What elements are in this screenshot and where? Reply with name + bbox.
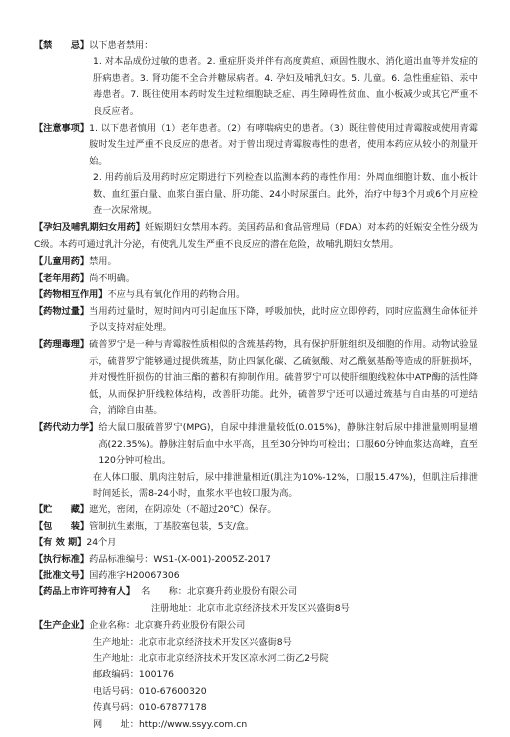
children-label: 【儿童用药】 (34, 256, 90, 268)
pharmacokinetics-p1: 给大鼠口服硫普罗宁(MPG)，自尿中排泄量较低(0.015%)，静脉注射后尿中排泄量则明显增高(22.35%)。静脉注射后血中水平高，且至30分钟均可检出；口服60分钟血浆达高峰，直至120分钟可检出。 (98, 422, 478, 467)
pharmacokinetics-p2: 在人体口服、肌肉注射后，尿中排泄量相近(肌注为10%-12%，口服15.47%)，但肌注后排泄时间延长，需8-24小时，血浆水平也较口服为高。 (93, 471, 478, 499)
pregnancy-text: 妊娠期妇女禁用本药。美国药品和食品管理局（FDA）对本药的妊娠安全性分级为C级。本药可通过乳汁分泌，有使乳儿发生严重不良反应的潜在危险，故哺乳期妇女禁用。 (34, 222, 479, 250)
holder-section (34, 584, 478, 600)
elderly-text: 尚不明确。 (89, 272, 136, 284)
contraindications-body-row (34, 54, 478, 120)
website-row (34, 717, 478, 733)
pharmacokinetics-label: 【药代动力学】 (34, 422, 99, 434)
approval-section (34, 568, 478, 584)
elderly-section (34, 271, 478, 287)
storage-section (34, 502, 478, 518)
overdose-label: 【药物过量】 (34, 305, 90, 317)
contraindications-intro: 以下患者禁用： (89, 40, 154, 51)
website-key: 网 址： (93, 718, 139, 730)
fax-row (34, 700, 478, 716)
approval-label: 【批准文号】 (34, 570, 90, 581)
precautions-p2-row (34, 170, 478, 219)
pregnancy-block (34, 220, 478, 253)
holder-address-row (34, 601, 478, 617)
contraindications-section (34, 38, 478, 54)
overdose-section (34, 304, 478, 337)
website-link[interactable]: http://www.ssyy.com.cn (138, 718, 248, 730)
toxicology-label: 【药理毒理】 (34, 339, 90, 351)
toxicology-section (34, 337, 478, 419)
validity-section (34, 535, 478, 551)
website-block (93, 717, 247, 733)
pregnancy-section (34, 220, 478, 253)
approval-text: 国药准字H20067306 (89, 570, 180, 581)
precautions-section (34, 121, 478, 170)
standard-label: 【执行标准】 (34, 553, 90, 565)
elderly-label: 【老年用药】 (34, 272, 90, 284)
fax-number: 传真号码：010-67877178 (93, 702, 207, 714)
standard-text: 药品标准编号：WS1-(X-001)-2005Z-2017 (89, 553, 271, 565)
toxicology-text: 硫普罗宁是一种与青霉胺性质相似的含巯基药物，具有保护肝脏组织及细胞的作用。动物试验显示，硫普罗宁能够通过提供巯基，防止四氯化碳、乙硫氨酸、对乙酰氨基酚等造成的肝脏损坏，并对慢性肝损伤的甘油三酯的蓄积有抑制作用。硫普罗宁可以使肝细胞线粒体中ATP酶的活性降低，从而保护肝线粒体结构，改善肝功能。此外，硫普罗宁还可以通过巯基与自由基的可逆结合，消除自由基。 (89, 339, 478, 416)
phone-row (34, 684, 478, 700)
children-section (34, 254, 478, 270)
package-text: 管制抗生素瓶，丁基胶塞包装，5支/盒。 (89, 520, 255, 532)
storage-label: 【贮 藏】 (34, 504, 90, 516)
children-text: 禁用。 (89, 256, 117, 268)
contraindications-body: 1. 对本品成份过敏的患者。2. 重症肝炎并伴有高度黄疸、顽固性腹水、消化道出血等并发症的肝病患者。3. 肾功能不全合并糖尿病者。4. 孕妇及哺乳妇女。5. 儿童。6. 急性重症铅、汞中毒患者。7. 既往使用本药时发生过粒细胞缺乏症、再生障碍性贫血、血小板减少或其它严重不良反应者。 (93, 56, 478, 117)
overdose-text: 当用药过量时，短时间内可引起血压下降，呼吸加快，此时应立即停药，同时应监测生命体征并予以支持对症处理。 (89, 305, 478, 333)
producer-label: 【生产企业】 (34, 620, 90, 632)
pharmacokinetics-p2-row (34, 470, 478, 503)
standard-section (34, 552, 478, 568)
interaction-section (34, 287, 478, 303)
producer-address-1: 生产地址：北京市北京经济技术开发区兴盛街8号 (93, 636, 292, 648)
producer-address2-row (34, 651, 478, 667)
precautions-label: 【注意事项】 (34, 123, 90, 135)
precautions-p2: 2. 用药前后及用药时应定期进行下列检查以监测本药的毒性作用：外周血细胞计数、血小板计数、血红蛋白量、血浆白蛋白量、肝功能、24小时尿蛋白。此外，治疗中每3个月或6个月应检查一次尿常规。 (93, 172, 478, 217)
producer-name: 企业名称：北京赛升药业股份有限公司 (89, 620, 246, 632)
holder-label: 【药品上市许可持有人】 (34, 586, 136, 598)
interaction-text: 不应与具有氧化作用的药物合用。 (107, 289, 246, 301)
pregnancy-label: 【孕妇及哺乳期妇女用药】 (34, 222, 146, 234)
package-label: 【包 装】 (34, 520, 90, 532)
holder-address-block (151, 601, 350, 617)
contraindications-label: 【禁 忌】 (34, 40, 90, 51)
phone-number: 电话号码：010-67600320 (93, 685, 207, 697)
validity-label: 【有 效 期】 (34, 537, 87, 549)
postcode: 邮政编码：100176 (93, 669, 175, 681)
holder-name-key: 名 称： (141, 586, 187, 598)
postcode-row (34, 667, 478, 683)
interaction-label: 【药物相互作用】 (34, 289, 108, 301)
producer-section (34, 618, 478, 634)
producer-address-2: 生产地址：北京市北京经济技术开发区凉水河二街乙2号院 (93, 653, 329, 665)
producer-address1-row (34, 635, 478, 651)
storage-text: 遮光，密闭，在阴凉处（不超过20℃）保存。 (89, 504, 277, 516)
holder-name-value: 北京赛升药业股份有限公司 (187, 586, 298, 598)
validity-text: 24个月 (86, 537, 117, 549)
pharmacokinetics-section (34, 420, 478, 469)
holder-address-value: 北京市北京经济技术开发区兴盛街8号 (196, 602, 350, 614)
holder-name-row (141, 584, 478, 600)
package-section (34, 519, 478, 535)
precautions-p1: 1. 以下患者慎用（1）老年患者。（2）有哮喘病史的患者。（3）既往曾使用过青霉胺或使用青霉胺时发生过严重不良反应的患者。对于曾出现过青霉胺毒性的患者，使用本药应从较小的剂量开始。 (89, 123, 478, 167)
holder-address-key: 注册地址： (151, 602, 197, 614)
